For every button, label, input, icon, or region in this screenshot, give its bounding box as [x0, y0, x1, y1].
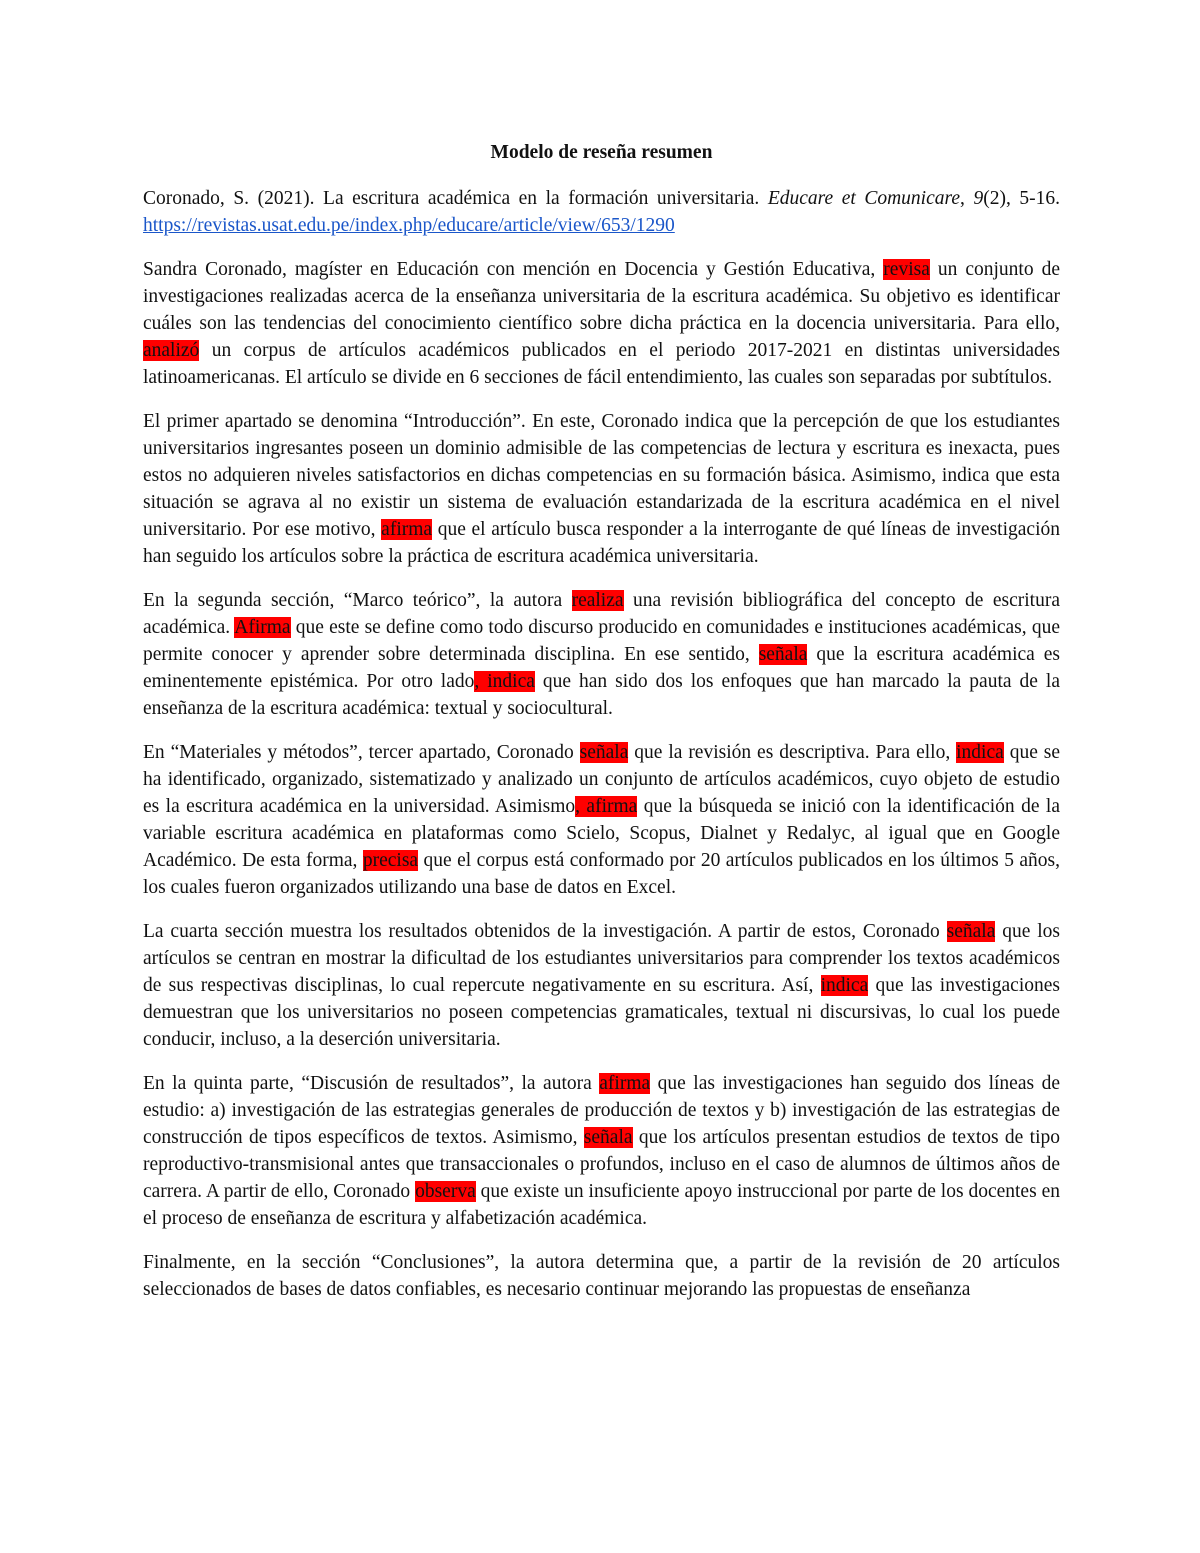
- reference-volume: 9: [973, 188, 984, 209]
- paragraph-text: que la revisión es descriptiva. Para ello,: [628, 742, 957, 763]
- highlighted-verb: analizó: [143, 340, 200, 361]
- paragraph: [143, 256, 1060, 391]
- paragraph-text: En la segunda sección, “Marco teórico”, la autora: [143, 590, 572, 611]
- paragraph: [143, 739, 1060, 901]
- highlighted-verb: , indica: [474, 671, 535, 692]
- paragraph: [143, 1070, 1060, 1232]
- paragraph-text: que han sido dos los enfoques que han marcado la pauta de la enseñanza de la escritura académica: textual y sociocultural.: [143, 671, 1060, 719]
- highlighted-verb: observa: [415, 1181, 476, 1202]
- highlighted-verb: indica: [820, 975, 869, 996]
- highlighted-verb: señala: [579, 742, 629, 763]
- paragraph-text: que el artículo busca responder a la interrogante de qué líneas de investigación han seguido los artículos sobre la práctica de escritura académica universitaria.: [143, 519, 1060, 567]
- reference-citation: [143, 185, 1060, 239]
- paragraph-text: En la quinta parte, “Discusión de resultados”, la autora: [143, 1073, 600, 1094]
- document-body: [143, 138, 1060, 1320]
- highlighted-verb: señala: [758, 644, 808, 665]
- reference-journal: Educare et Comunicare: [767, 188, 961, 209]
- highlighted-verb: afirma: [599, 1073, 651, 1094]
- highlighted-verb: precisa: [362, 850, 419, 871]
- paragraph-text: La cuarta sección muestra los resultados obtenidos de la investigación. A partir de estos, Coronado: [143, 921, 947, 942]
- paragraph-text: que las investigaciones demuestran que los universitarios no poseen competencias gramaticales, textual ni discursivas, lo cual los puede conducir, incluso, a la deserción universitaria.: [143, 975, 1060, 1050]
- paragraph-text: que los artículos presentan estudios de textos de tipo reproductivo-transmisional antes que transaccionales o profundos, incluso en el caso de alumnos de últimos años de carrera. A partir de ello, Coronado: [143, 1127, 1060, 1202]
- paragraph-text: que las investigaciones han seguido dos líneas de estudio: a) investigación de las estrategias generales de producción de textos y b) investigación de las estrategias de construcción de tipos específicos de textos. Asimismo,: [143, 1073, 1060, 1148]
- paragraph-text: que el corpus está conformado por 20 artículos publicados en los últimos 5 años, los cuales fueron organizados utilizando una base de datos en Excel.: [143, 850, 1060, 898]
- paragraph-text: que los artículos se centran en mostrar la dificultad de los estudiantes universitarios para comprender los textos académicos de sus respectivas disciplinas, lo cual repercute negativamente en su escritura. Así,: [143, 921, 1060, 996]
- highlighted-verb: revisa: [883, 259, 930, 280]
- reference-url-link[interactable]: https://revistas.usat.edu.pe/index.php/educare/article/view/653/1290: [143, 215, 675, 236]
- paragraph-text: En “Materiales y métodos”, tercer apartado, Coronado: [143, 742, 580, 763]
- highlighted-verb: , afirma: [575, 796, 638, 817]
- highlighted-verb: realiza: [571, 590, 624, 611]
- paragraph: [143, 408, 1060, 570]
- paragraph-text: una revisión bibliográfica del concepto de escritura académica.: [143, 590, 1060, 638]
- paragraph-text: un conjunto de investigaciones realizadas acerca de la enseñanza universitaria de la escritura académica. Su objetivo es identificar cuáles son las tendencias del conocimiento científico sobre dicha práctica en la docencia universitaria. Para ello,: [143, 259, 1060, 334]
- paragraph: [143, 1249, 1060, 1303]
- paragraph-text: El primer apartado se denomina “Introducción”. En este, Coronado indica que la percepción de que los estudiantes universitarios ingresantes poseen un dominio admisible de las competencias de lectura y escritura es inexacta, pues estos no adquieren niveles satisfactorios en dichas competencias en su formación básica. Asimismo, indica que esta situación se agrava al no existir un sistema de evaluación estandarizada de la escritura académica en el nivel universitario. Por ese motivo,: [143, 411, 1060, 540]
- highlighted-verb: señala: [946, 921, 996, 942]
- highlighted-verb: afirma: [381, 519, 433, 540]
- review-paragraphs: [143, 256, 1060, 1303]
- highlighted-verb: señala: [583, 1127, 633, 1148]
- paragraph-text: que se ha identificado, organizado, sistematizado y analizado un conjunto de artículos académicos, cuyo objeto de estudio es la escritura académica en la universidad. Asimismo: [143, 742, 1060, 817]
- paragraph-text: Sandra Coronado, magíster en Educación con mención en Docencia y Gestión Educativa,: [143, 259, 884, 280]
- paragraph-text: Finalmente, en la sección “Conclusiones”, la autora determina que, a partir de la revisión de 20 artículos seleccionados de bases de datos confiables, es necesario continuar mejorando las propuestas de enseñanza: [143, 1252, 1060, 1300]
- paragraph: [143, 918, 1060, 1053]
- paragraph-text: que la escritura académica es eminentemente epistémica. Por otro lado: [143, 644, 1060, 692]
- reference-authors: Coronado, S. (2021). La escritura académica en la formación universitaria.: [143, 188, 768, 209]
- document-title: Modelo de reseña resumen: [490, 142, 713, 163]
- paragraph-text: un corpus de artículos académicos publicados en el periodo 2017-2021 en distintas universidades latinoamericanas. El artículo se divide en 6 secciones de fácil entendimiento, las cuales son separadas por subtítulos.: [143, 340, 1060, 388]
- reference-sep: ,: [960, 188, 974, 209]
- paragraph-text: que existe un insuficiente apoyo instruccional por parte de los docentes en el proceso de enseñanza de escritura y alfabetización académica.: [143, 1181, 1060, 1229]
- highlighted-verb: indica: [956, 742, 1004, 763]
- paragraph: [143, 587, 1060, 722]
- highlighted-verb: Afirma: [234, 617, 291, 638]
- reference-issue: (2), 5-16.: [983, 188, 1061, 209]
- paragraph-text: que este se define como todo discurso producido en comunidades e instituciones académicas, que permite conocer y aprender sobre determinada disciplina. En ese sentido,: [143, 617, 1060, 665]
- paragraph-text: que la búsqueda se inició con la identificación de la variable escritura académica en plataformas como Scielo, Scopus, Dialnet y Redalyc, al igual que en Google Académico. De esta forma,: [143, 796, 1060, 871]
